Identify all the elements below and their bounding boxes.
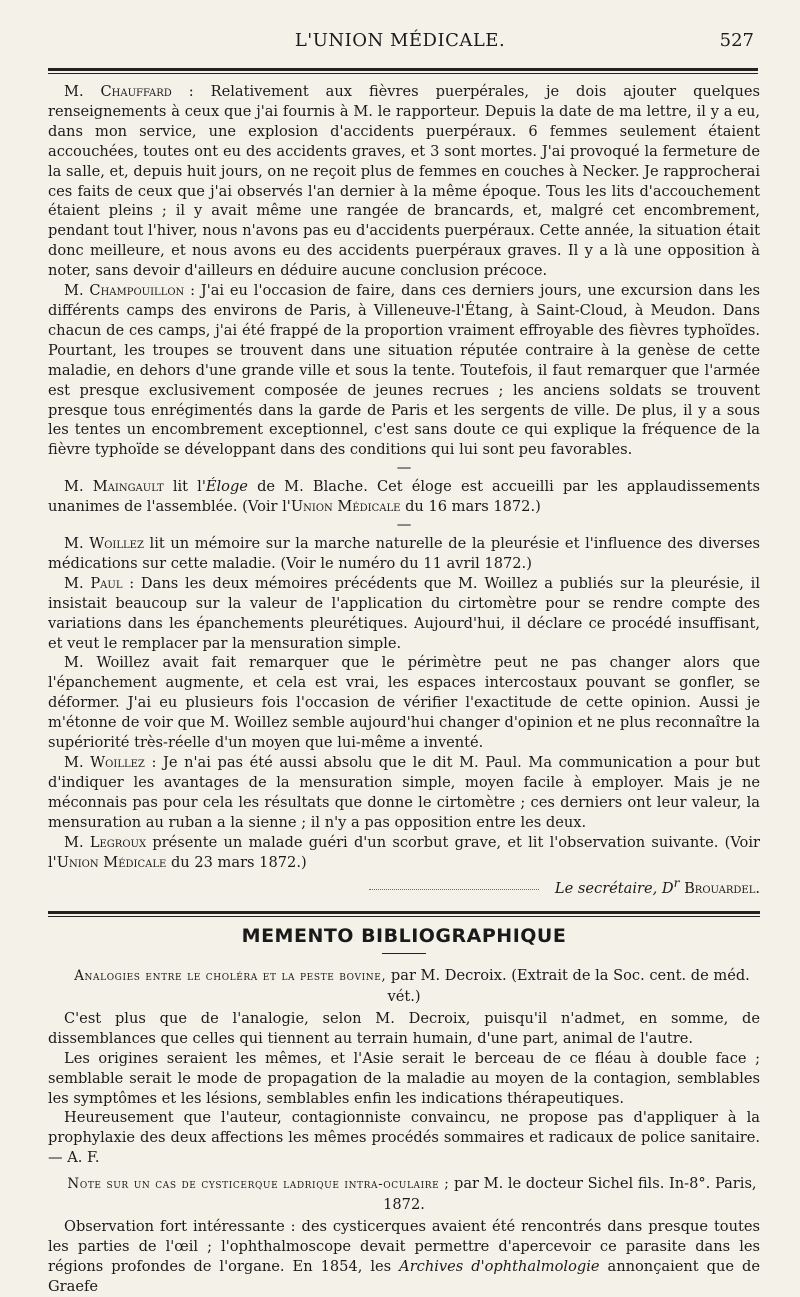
memento-title: MEMENTO BIBLIOGRAPHIQUE [241,925,567,948]
paragraph-text: présente un malade guéri d'un scorbut grave, et lit l'observation suivante. (Voir l' [48,833,760,871]
paragraph-text: : Relativement aux fièvres puerpérales, je dois ajouter quelques renseignements à ceux que j'ai fournis à M. le rapporteur. Depuis la date de ma lettre, il y a eu, dans mon service, une explosion d'accidents puerpéraux. 6 femmes seulement étaient accouchées, toutes ont eu des accidents graves, et 3 sont mortes. J'ai provoqué la fermeture de la salle, et, depuis huit jours, on ne reçoit plus de femmes en couches à Necker. Je rapprocherai ces faits de ceux que j'ai observés l'an dernier à la même époque. Tous les lits d'accouchement étaient pleins ; il y avait même une rangée de brancards, et, malgré cet encombrement, pendant tout l'hiver, nous n'avons pas eu d'accidents puerpéraux. Cette année, la situation était donc meilleure, et nous avons eu des accidents puerpéraux graves. Il y a là une opposition à noter, sans devoir d'ailleurs en déduire aucune conclusion précoce. [48,83,760,280]
paragraph-champouillon [48,281,760,460]
entry-title-text: Note sur un cas de cysticerque ladrique intra-oculaire ; [67,1176,450,1193]
speaker-name: M. Maingault [64,478,164,496]
emphasis-text: Éloge [205,478,248,496]
paragraph-text: : Je n'ai pas été aussi absolu que le dit M. Paul. Ma communication a pour but d'indiquer les avantages de la mensuration simple, moyen facile à employer. Mais je ne méconnais pas pour cela les résultats que donne le cirtomètre ; ces derniers ont leur valeur, la mensuration au ruban a la sienne ; il n'y a pas opposition entre les deux. [48,754,760,831]
speaker-name: M. Legroux [64,833,147,851]
signature-name: Brouardel. [684,880,760,898]
paragraph-woillez [48,534,760,574]
dotted-leader [369,889,539,890]
paragraph-text: annonçaient que de Graefe [48,1257,760,1295]
paragraph-maingault [48,477,760,517]
page-header [40,30,760,62]
entry-title-text: Analogies entre le choléra et la peste bovine, [74,968,387,985]
header-rule [48,68,758,71]
paragraph-chauffard [48,82,760,281]
paragraph-text: de M. Blache. Cet éloge est accueilli par les applaudissements unanimes de l'assemblée. (Voir l' [48,478,761,516]
entry-title-decroix [48,966,760,1007]
entry-paragraph: Heureusement que l'auteur, contagionniste convaincu, ne propose pas d'appliquer à la prophylaxie des deux affections les mêmes procédés sommaires et radicaux de police sanitaire. — A. F. [48,1109,760,1167]
speaker-name: M. Champouillon [64,282,185,300]
signature-superscript: r [673,876,680,891]
speaker-name: M. Woillez [64,754,145,771]
paragraph-text: lit un mémoire sur la marche naturelle de la pleurésie et l'influence des diverses médications sur cette maladie. (Voir le numéro du 11 avril 1872.) [48,535,761,572]
separator-dash: — [396,459,412,477]
speaker-name: M. Paul [64,574,123,592]
speaker-name: M. Woillez [64,535,144,553]
paragraph-woillez-reply [48,753,760,833]
paragraph-legroux [48,833,760,873]
journal-title: Archives d'ophthalmologie [399,1257,600,1275]
speaker-name: M. Chauffard [64,83,172,100]
section-rule [48,911,760,914]
journal-name: Union Médicale [290,498,401,516]
entry-title-rest: par M. Decroix. (Extrait de la Soc. cent. de méd. vét.) [386,967,750,1006]
short-rule [382,953,426,954]
paragraph-text: lit l' [163,478,206,496]
running-title: L'UNION MÉDICALE. [294,30,506,51]
entry-paragraph: Les origines seraient les mêmes, et l'Asie serait le berceau de ce fléau à double face ; semblable serait le mode de propagation de la maladie au moyen de la contagion, semblables les symptômes et les lésions, semblables enfin les indications thérapeutiques. [48,1049,760,1107]
paragraph-text: du 23 mars 1872.) [166,853,307,871]
signature [48,874,760,899]
paragraph-text: du 16 mars 1872.) [400,498,541,516]
entry-paragraph: C'est plus que de l'analogie, selon M. Decroix, puisqu'il n'admet, en somme, de dissemblances que celles qui tiennent au terrain humain, d'une part, animal de l'autre. [48,1009,760,1047]
paragraph-text: Observation fort intéressante : des cysticerques avaient été rencontrés dans presque toutes les parties de l'œil ; l'ophthalmoscope devait permettre d'apercevoir ce parasite dans les régions profondes de l'organe. En 1854, les [48,1217,760,1275]
paragraph-text: : J'ai eu l'occasion de faire, dans ces derniers jours, une excursion dans les différents camps des environs de Paris, à Villeneuve-l'Étang, à Saint-Cloud, à Meudon. Dans chacun de ces camps, j'ai été frappé de la proportion vraiment effroyable des fièvres typhoïdes. Pourtant, les troupes se trouvent dans une situation réputée contraire à la genèse de cette maladie, en dehors d'une grande ville et sous la tente. Toutefois, il faut remarquer que l'armée est presque exclusivement composée de jeunes recrues ; les anciens soldats se trouvent presque tous enrégimentés dans la garde de Paris et les sergents de ville. De plus, il y a sous les tentes un encombrement exceptionnel, c'est sans doute ce qui explique la fréquence de la fièvre typhoïde se développant dans des conditions qui lui sont peu favorables. [48,282,760,459]
separator-dash: — [396,516,412,534]
entry-paragraph [48,1217,760,1297]
paragraph-text: : Dans les deux mémoires précédents que M. Woillez a publiés sur la pleurésie, il insistait beaucoup sur la valeur de l'application du cirtomètre pour se rendre compte des variations dans les épanchements pleurétiques. Aujourd'hui, il déclare ce procédé insuffisant, et veut le remplacer par la mensuration simple. [48,574,760,652]
section-rule-thin [48,916,760,917]
journal-name: Union Médicale [56,853,167,871]
paragraph-paul [48,574,760,654]
article-body [48,82,760,1297]
entry-title-rest: par M. le docteur Sichel fils. In-8°. Paris, 1872. [383,1175,757,1214]
entry-title-sichel [48,1174,760,1215]
header-rule-thin [48,73,758,74]
signature-role: Le secrétaire, D [554,880,674,898]
paragraph-paul-continued: M. Woillez avait fait remarquer que le périmètre peut ne pas changer alors que l'épanchement augmente, et cela est vrai, les espaces intercostaux pouvant se gonfler, se déformer. J'ai eu plusieurs fois l'occasion de vérifier l'exactitude de cette opinion. Aussi je m'étonne de voir que M. Woillez semble aujourd'hui changer d'opinion et ne plus reconnaître la supériorité très-réelle d'un moyen que lui-même a inventé. [48,654,760,752]
page-number: 527 [719,30,754,51]
